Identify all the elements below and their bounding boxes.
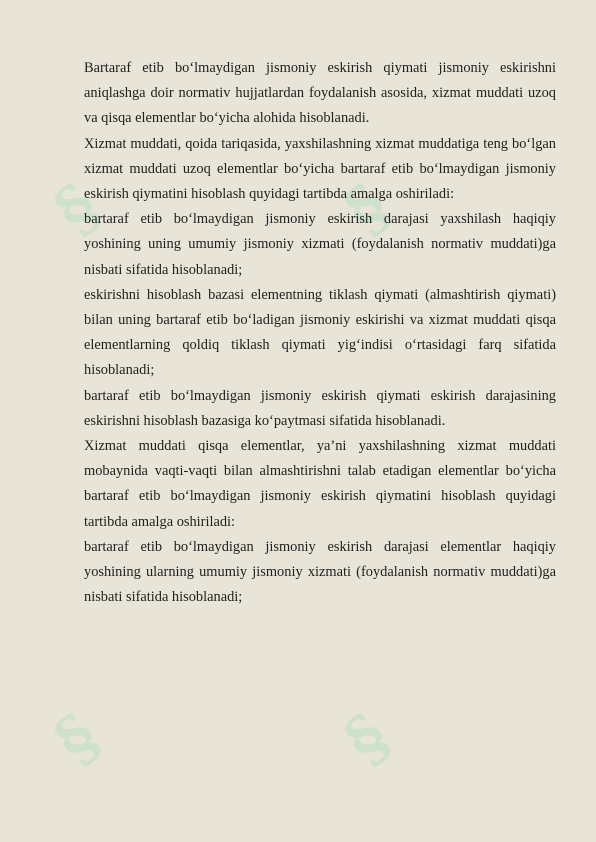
paragraph: Xizmat muddati qisqa elementlar, ya’ni yaxshilashning xizmat muddati mobaynida vaqti-vaqti bilan almashtirishni talab etadigan elementlar bo‘yicha bartaraf etib bo‘lmaydigan jismoniy eskirish qiymatini hisoblash quyidagi tartibda amalga oshiriladi: [84,438,556,530]
watermark: § [41,695,119,780]
paragraph: Xizmat muddati, qoida tariqasida, yaxshilashning xizmat muddatiga teng bo‘lgan xizmat muddati uzoq elementlar bo‘yicha bartaraf etib bo‘lmaydigan jismoniy eskirish qiymatini hisoblash quyidagi tartibda amalga oshiriladi: [84,135,556,203]
watermark: § [331,695,409,780]
body-text [84,56,556,610]
paragraph: eskirishni hisoblash bazasi elementning tiklash qiymati (almashtirish qiymati) bilan uning bartaraf etib bo‘ladigan jismoniy eskirishi va xizmat muddati qisqa elementlarning qoldiq tiklash qiymati yig‘indisi o‘rtasidagi farq sifatida hisoblanadi; [84,286,556,379]
watermark: § [331,165,409,250]
watermark: § [41,165,119,250]
paragraph: bartaraf etib bo‘lmaydigan jismoniy eskirish darajasi yaxshilash haqiqiy yoshining uning umumiy jismoniy xizmati (foydalanish normativ muddati)ga nisbati sifatida hisoblanadi; [84,211,556,278]
paragraph: bartaraf etib bo‘lmaydigan jismoniy eskirish darajasi elementlar haqiqiy yoshining ularning umumiy jismoniy xizmati (foydalanish normativ muddati)ga nisbati sifatida hisoblanadi; [84,538,556,606]
paragraph: bartaraf etib bo‘lmaydigan jismoniy eskirish qiymati eskirish darajasining eskirishni hisoblash bazasiga ko‘paytmasi sifatida hisoblanadi. [84,387,556,429]
paragraph: Bartaraf etib bo‘lmaydigan jismoniy eskirish qiymati jismoniy eskirishni aniqlashga doir normativ hujjatlardan foydalanish asosida, xizmat muddati uzoq va qisqa elementlar bo‘yicha alohida hisoblanadi. [84,60,556,127]
